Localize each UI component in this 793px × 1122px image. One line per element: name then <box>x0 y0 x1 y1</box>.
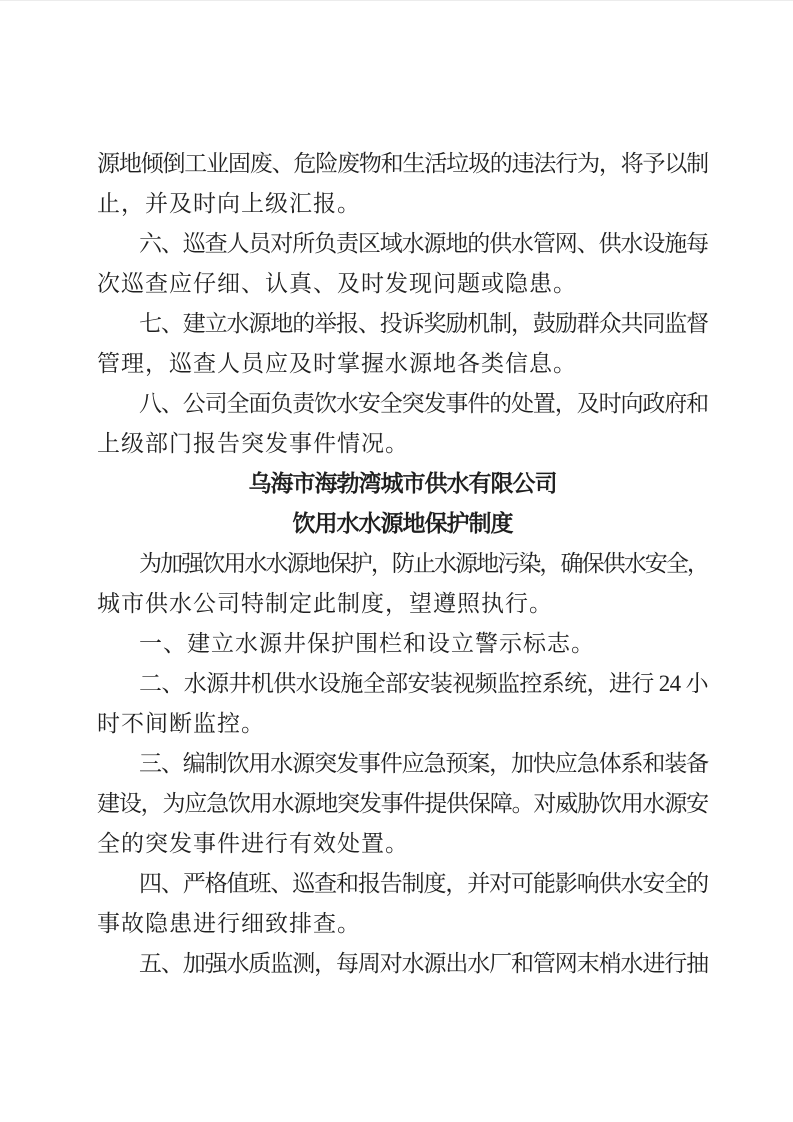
paragraph-text: 全的突发事件进行有效处置。 <box>97 831 409 856</box>
paragraph-text: 建设，为应急饮用水源地突发事件提供保障。对威胁饮用水源安 <box>97 791 709 816</box>
paragraph-line <box>97 224 708 264</box>
heading-text: 乌海市海勃湾城市供水有限公司 <box>248 471 557 496</box>
paragraph-line <box>97 784 708 824</box>
paragraph-text: 事故隐患进行细致排查。 <box>97 911 361 936</box>
paragraph-line <box>97 184 708 224</box>
paragraph-text: 八、公司全面负责饮水安全突发事件的处置，及时向政府和 <box>139 391 709 416</box>
paragraph-text: 七、建立水源地的举报、投诉奖励机制，鼓励群众共同监督 <box>139 311 709 336</box>
document-body <box>97 144 708 984</box>
paragraph-text: 一、建立水源井保护围栏和设立警示标志。 <box>139 631 595 656</box>
paragraph-text: 六、巡查人员对所负责区域水源地的供水管网、供水设施每 <box>139 231 709 256</box>
paragraph-text: 城市供水公司特制定此制度，望遵照执行。 <box>97 591 553 616</box>
paragraph-text: 四、严格值班、巡查和报告制度，并对可能影响供水安全的 <box>139 871 709 896</box>
paragraph-line <box>97 584 708 624</box>
paragraph-line <box>97 384 708 424</box>
paragraph-text: 为加强饮用水水源地保护，防止水源地污染，确保供水安全， <box>139 551 709 576</box>
paragraph-line <box>97 744 708 784</box>
heading-text: 饮用水水源地保护制度 <box>292 511 513 536</box>
paragraph-line <box>97 304 708 344</box>
paragraph-text: 止，并及时向上级汇报。 <box>97 191 361 216</box>
paragraph-text: 源地倾倒工业固废、危险废物和生活垃圾的违法行为，将予以制 <box>97 151 709 176</box>
paragraph-line <box>97 904 708 944</box>
paragraph-line <box>97 864 708 904</box>
paragraph-text: 三、编制饮用水源突发事件应急预案，加快应急体系和装备 <box>139 751 709 776</box>
paragraph-text: 时不间断监控。 <box>97 711 265 736</box>
paragraph-line <box>97 664 708 704</box>
paragraph-line <box>97 344 708 384</box>
paragraph-line <box>97 624 708 664</box>
paragraph-line <box>97 824 708 864</box>
paragraph-line <box>97 264 708 304</box>
paragraph-line <box>97 144 708 184</box>
heading-line <box>97 504 708 544</box>
paragraph-text: 管理，巡查人员应及时掌握水源地各类信息。 <box>97 351 577 376</box>
paragraph-line <box>97 704 708 744</box>
paragraph-line <box>97 424 708 464</box>
paragraph-text: 二、水源井机供水设施全部安装视频监控系统，进行 24 小 <box>139 671 708 696</box>
paragraph-line <box>97 944 708 984</box>
paragraph-text: 上级部门报告突发事件情况。 <box>97 431 409 456</box>
paragraph-text: 次巡查应仔细、认真、及时发现问题或隐患。 <box>97 271 577 296</box>
paragraph-line <box>97 544 708 584</box>
heading-line <box>97 464 708 504</box>
paragraph-text: 五、加强水质监测，每周对水源出水厂和管网末梢水进行抽 <box>139 951 709 976</box>
